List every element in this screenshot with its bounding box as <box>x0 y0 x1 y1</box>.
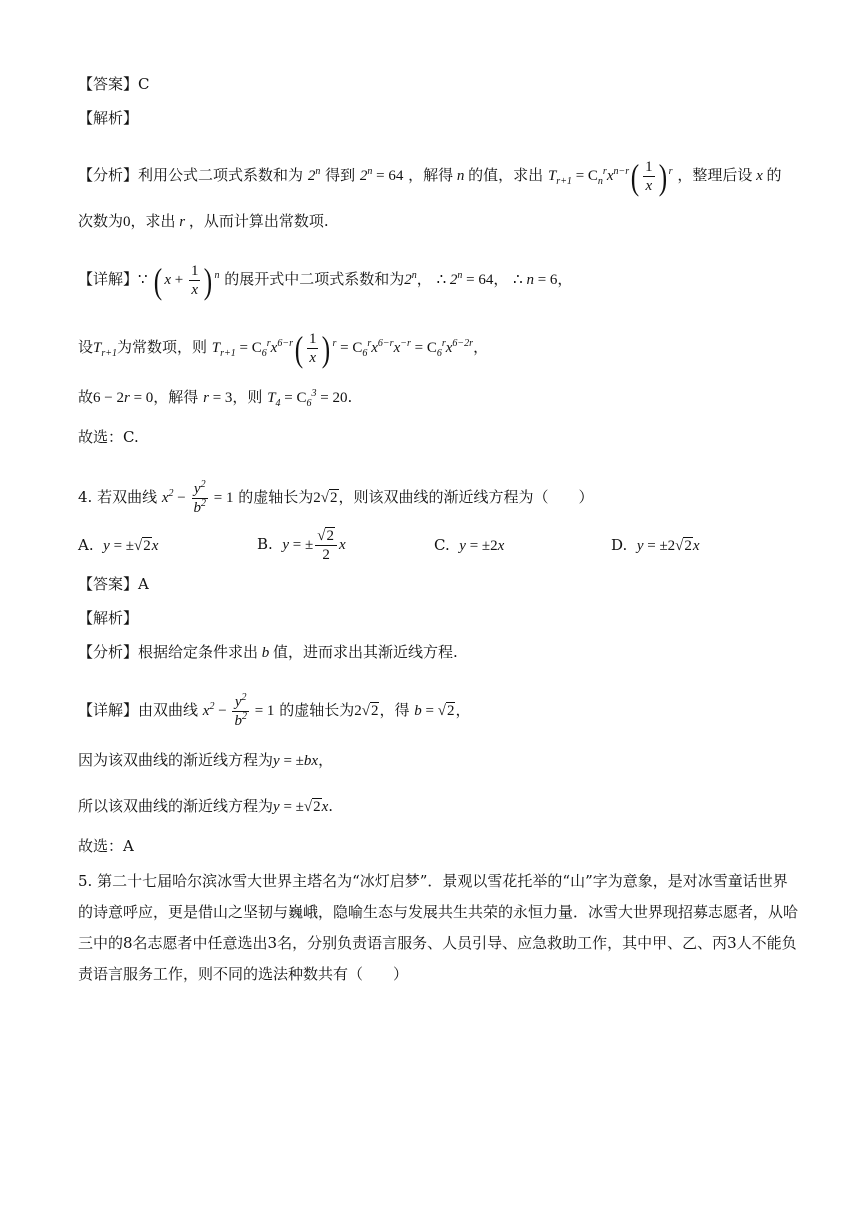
option-c: C. y = ±2x <box>434 536 505 554</box>
analysis-heading-4: 【解析】 <box>78 609 139 627</box>
because-line: 因为该双曲线的渐近线方程为y = ±bx， <box>78 751 334 769</box>
choice-line-4: 故选：A <box>78 837 134 855</box>
option-a: A. y = ±√2x <box>78 536 159 554</box>
detail-line-3: 故6 − 2r = 0，解得 r = 3，则 $T_4 = C_6^3 = 20$. <box>78 388 353 409</box>
so-line: 所以该双曲线的渐近线方程为y = ±√2x. <box>78 797 334 815</box>
option-b: B. y = ± $\frac{√2}{2}$ x <box>257 528 346 563</box>
choice-line: 故选：C. <box>78 428 139 446</box>
answer-label: 【答案】C <box>78 75 150 93</box>
question-5-stem: 5. 第二十七届哈尔滨冰雪大世界主塔名为“冰灯启梦”．景观以雪花托举的“山”字为意象，是对冰雪童话世界的诗意呼应，更是借山之坚韧与巍峨，隐喻生态与发展共生共荣的永恒力量．冰雪大世界现招募志愿者，从哈三中的8名志愿者中任意选出3名，分别负责语言服务、人员引导、应急救助工作，其中甲、乙、丙3人不能负责语言服务工作，则不同的选法种数共有（ ） <box>78 872 799 983</box>
detail-line-1: 【详解】∵ ( x + $\frac{1}{x}$ ) $^n$ 的展开式中二项式系数和为2$^n$， ∴ 2$^n$ = 64， ∴ n = 6， <box>78 260 573 301</box>
detail-line-4: 【详解】由双曲线 $x^2$ − $\frac{y^2}{b^2}$ = 1 的虚轴长为2√2，得 b = √2， <box>78 692 471 729</box>
analysis-line-4: 【分析】根据给定条件求出 b 值，进而求出其渐近线方程. <box>78 643 458 661</box>
analysis-heading: 【解析】 <box>78 109 139 127</box>
detail-line-2: 设$T_{r+1}$为常数项，则 $T_{r+1} = C_6^rx^{6-r}$( $\frac{1}{x}$ ) $^r = C_6^rx^{6-r}x^{-r} = C_6^rx^{6-2r}$， <box>78 328 489 369</box>
question-4-stem: 4. 若双曲线 $x^2$ − $\frac{y^2}{b^2}$ = 1 的虚轴长为2√2，则该双曲线的渐近线方程为（ ） <box>78 479 594 516</box>
analysis-line-2: 次数为0，求出 r ，从而计算出常数项. <box>78 212 329 230</box>
answer-label-4: 【答案】A <box>78 575 149 593</box>
analysis-line-1: 【分析】利用公式二项式系数和为 2$^n$ 得到 2$^n$ = 64 ，解得 n 的值，求出 $T_{r+1} = C_n^rx^{n-r}$( $\frac{1}{x}$ ) $^r$ ，整理后设 x 的 <box>78 156 782 197</box>
option-d: D. y = ±2√2x <box>611 536 700 554</box>
